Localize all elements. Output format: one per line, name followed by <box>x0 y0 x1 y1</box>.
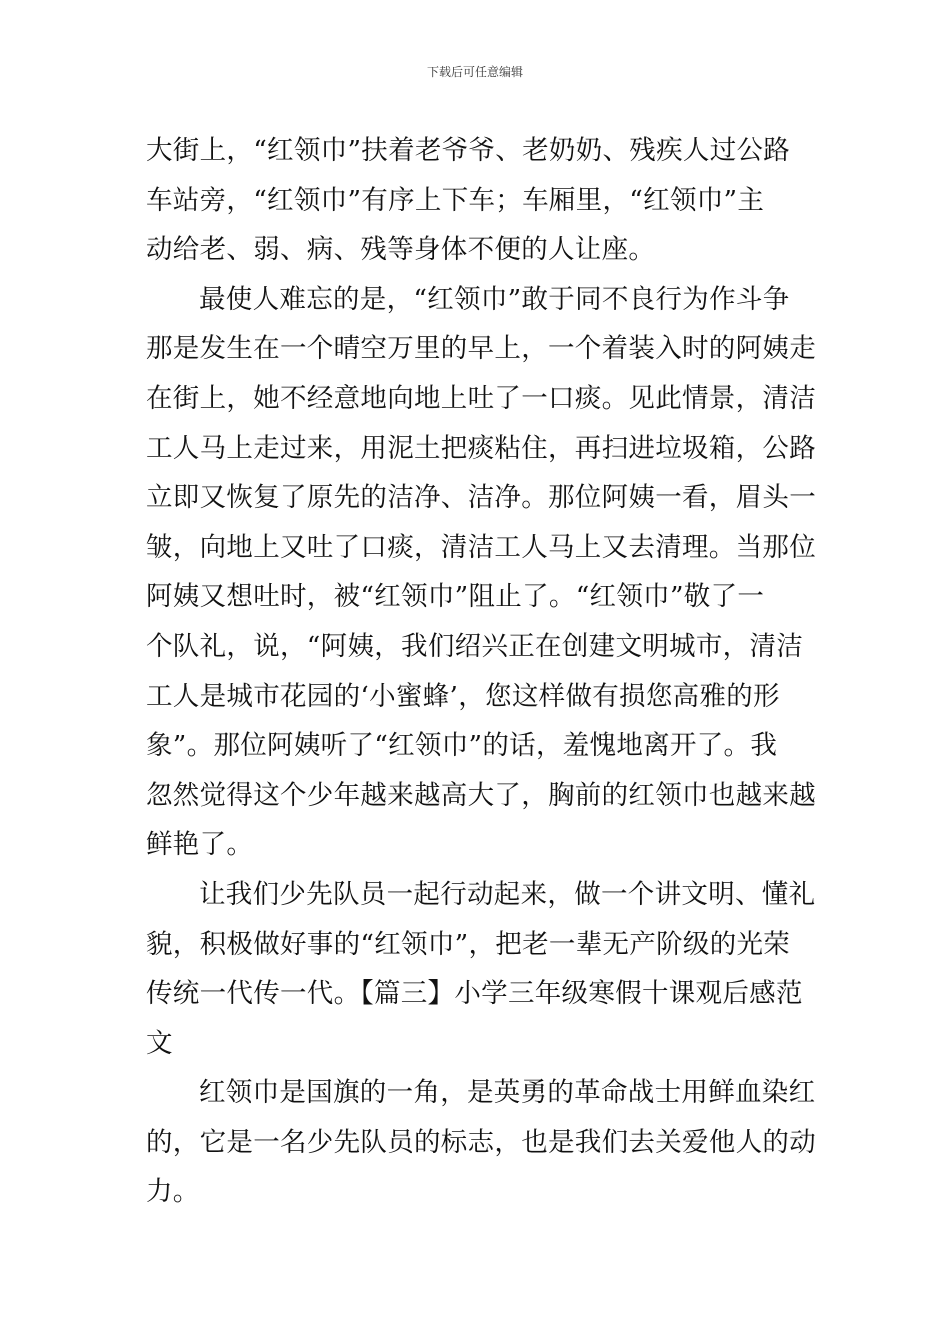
text-line: 鲜艳了。 <box>146 829 254 861</box>
text-line: 皱，向地上又吐了口痰，清洁工人马上又去清理。当那位 <box>146 531 816 563</box>
text-line: 貌，积极做好事的“红领巾”，把老一辈无产阶级的光荣 <box>146 928 791 960</box>
page-header: 下载后可任意编辑 <box>426 65 523 79</box>
text-line: 文 <box>146 1027 173 1059</box>
text-line: 在街上，她不经意地向地上吐了一口痰。见此情景，清洁 <box>146 382 816 414</box>
text-line: 那是发生在一个晴空万里的早上，一个着装入时的阿姨走 <box>146 333 816 365</box>
text-line: 工人马上走过来，用泥土把痰粘住，再扫进垃圾箱，公路 <box>146 432 816 464</box>
text-line: 立即又恢复了原先的洁净、洁净。那位阿姨一看，眉头一 <box>146 482 816 514</box>
text-line: 大街上，“红领巾”扶着老爷爷、老奶奶、残疾人过公路 <box>146 135 791 166</box>
text-line: 象”。那位阿姨听了“红领巾”的话，羞愧地离开了。我 <box>146 730 778 762</box>
text-line: 忽然觉得这个少年越来越高大了，胸前的红领巾也越来越 <box>146 779 816 811</box>
text-line: 个队礼，说，“阿姨，我们绍兴正在创建文明城市，清洁 <box>146 630 804 662</box>
text-line: 力。 <box>146 1176 200 1208</box>
paragraph-first-line: 最使人难忘的是，“红领巾”敢于同不良行为作斗争 <box>199 283 790 315</box>
text-line: 车站旁，“红领巾”有序上下车；车厢里，“红领巾”主 <box>146 184 765 216</box>
text-line: 动给老、弱、病、残等身体不便的人让座。 <box>146 234 656 266</box>
paragraph-first-line: 红领巾是国旗的一角，是英勇的革命战士用鲜血染红 <box>199 1077 816 1109</box>
text-line: 传统一代传一代。【篇三】小学三年级寒假十课观后感范 <box>146 978 803 1010</box>
text-line: 的，它是一名少先队员的标志，也是我们去关爱他人的动 <box>146 1126 816 1158</box>
document-body <box>146 126 816 1217</box>
text-line: 阿姨又想吐时，被“红领巾”阻止了。“红领巾”敬了一 <box>146 581 765 613</box>
paragraph-first-line: 让我们少先队员一起行动起来，做一个讲文明、懂礼 <box>199 878 816 910</box>
text-line: 工人是城市花园的‘小蜜蜂’，您这样做有损您高雅的形 <box>146 680 780 712</box>
